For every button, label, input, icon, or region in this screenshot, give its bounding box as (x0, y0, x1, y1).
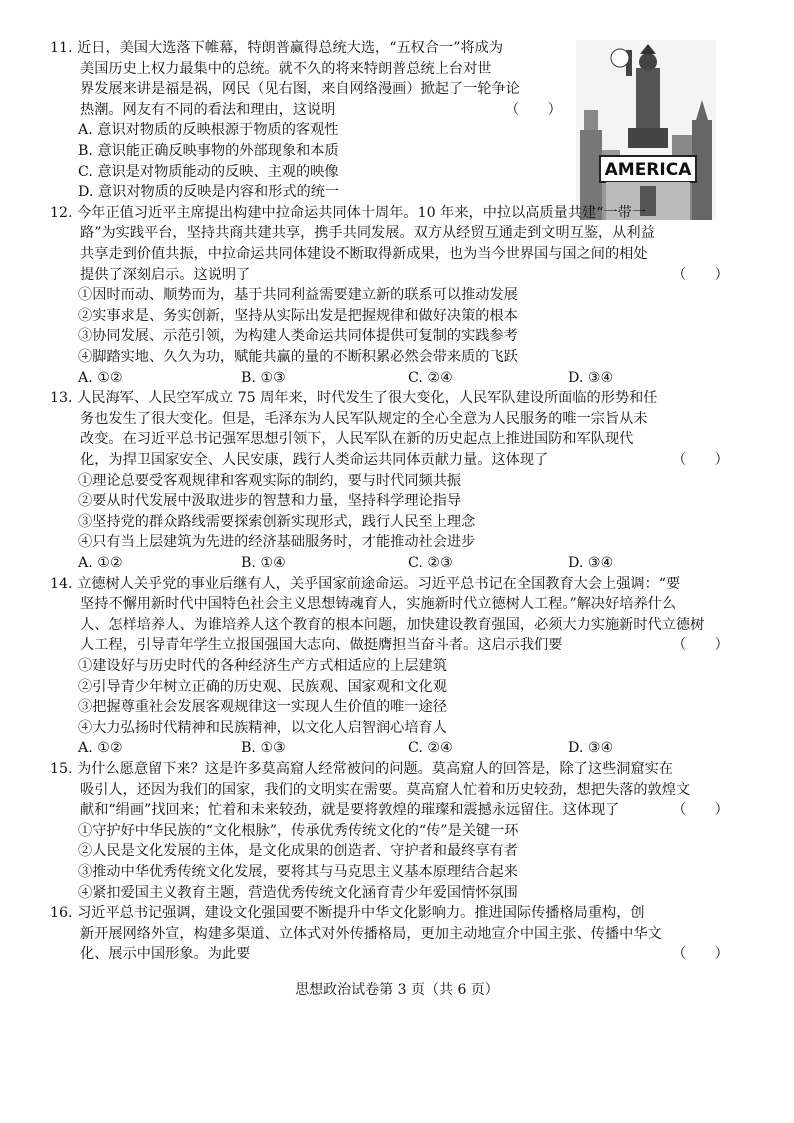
q15-line-2: 吸引人，还因为我们的国家，我们的文明实在需要。莫高窟人忙着和历史较劲，想把失落的敦煌文 (80, 781, 691, 798)
q12-statement-2: ②实事求是、务实创新，坚持从实际出发是把握规律和做好决策的根本 (78, 307, 518, 324)
cartoon-sign-text: AMERICA (604, 160, 692, 180)
q14-statement-1: ①建设好与历史时代的各种经济生产方式相适应的上层建筑 (78, 658, 447, 674)
q12-option-d: D. ③④ (568, 369, 614, 386)
political-cartoon-image (576, 40, 716, 220)
q11-option-c: C. 意识是对物质能动的反映、主观的映像 (78, 163, 339, 180)
q16-line-1: 16. 习近平总书记强调，建设文化强国要不断提升中华文化影响力。推进国际传播格局重构，创 (50, 905, 645, 922)
q11-option-d: D. 意识对物质的反映是内容和形式的统一 (78, 184, 340, 201)
q13-line-3: 改变。在习近平总书记强军思想引领下，人民军队在新的历史起点上推进国防和军队现代 (80, 431, 634, 448)
q12-line-1: 12. 今年正值习近平主席提出构建中拉命运共同体十周年。10 年来，中拉以高质量共建“一带一 (50, 204, 647, 221)
q12-statement-1: ①因时而动、顺势而为，基于共同利益需要建立新的联系可以推动发展 (78, 287, 518, 304)
q13-option-b: B. ①④ (241, 555, 286, 571)
q14-line-2: 坚持不懈用新时代中国特色社会主义思想铸魂育人，实施新时代立德树人工程。”解决好培养什么 (80, 596, 677, 613)
q15-statement-3: ③推动中华优秀传统文化发展，要将其与马克思主义基本原理结合起来 (78, 864, 518, 880)
q15-statement-4: ④紧扣爱国主义教育主题，营造优秀传统文化涵育青少年爱国情怀氛围 (78, 884, 518, 901)
q11-line-3: 界发展来讲是福是祸，网民（见右图，来自网络漫画）掀起了一轮争论 (80, 81, 520, 98)
q14-statement-3: ③把握尊重社会发展客观规律这一实现人生价值的唯一途径 (78, 699, 447, 716)
q14-line-1: 14. 立德树人关乎党的事业后继有人，关乎国家前途命运。习近平总书记在全国教育大会上强调：“要 (50, 575, 681, 592)
q15-statement-2: ②人民是文化发展的主体，是文化成果的创造者、守护者和最终享有者 (78, 843, 518, 860)
q13-answer-paren: （ ） (672, 452, 729, 468)
q16-answer-paren: （ ） (672, 946, 729, 963)
q11-line-4: 热潮。网友有不同的看法和理由，这说明 (80, 101, 336, 118)
page-footer: 思想政治试卷第 3 页（共 6 页） (295, 982, 499, 998)
q14-answer-paren: （ ） (672, 637, 729, 654)
q13-statement-2: ②要从时代发展中汲取进步的智慧和力量，坚持科学理论指导 (78, 493, 462, 510)
q14-option-a: A. ①② (78, 740, 123, 757)
q11-answer-paren: （ ） (505, 101, 562, 118)
q11-line-2: 美国历史上权力最集中的总统。就不久的将来特朗普总统上台对世 (80, 60, 492, 77)
q12-statement-4: ④脚踏实地、久久为功，赋能共赢的量的不断积累必然会带来质的飞跃 (78, 349, 518, 365)
q12-answer-paren: （ ） (672, 266, 729, 283)
q13-option-c: C. ②③ (408, 555, 453, 571)
q14-option-d: D. ③④ (568, 740, 614, 757)
q14-statement-2: ②引导青少年树立正确的历史观、民族观、国家观和文化观 (78, 678, 447, 695)
q12-line-3: 共享走到价值共振，中拉命运共同体建设不断取得新成果，也为当今世界国与国之间的相处 (80, 246, 648, 262)
q12-option-a: A. ①② (78, 369, 123, 386)
q15-answer-paren: （ ） (672, 802, 729, 819)
q13-line-1: 13. 人民海军、人民空军成立 75 周年来，时代发生了很大变化，人民军队建设所面临的形势和任 (50, 390, 658, 407)
q11-option-b: B. 意识能正确反映事物的外部现象和本质 (78, 143, 339, 159)
q12-line-4: 提供了深刻启示。这说明了 (80, 266, 251, 283)
q11-line-1: 11. 近日，美国大选落下帷幕，特朗普赢得总统大选，“五权合一”将成为 (50, 40, 504, 56)
q13-line-2: 务也发生了很大变化。但是，毛泽东为人民军队规定的全心全意为人民服务的唯一宗旨从未 (80, 410, 648, 427)
q12-option-c: C. ②④ (408, 369, 453, 386)
q12-line-2: 路”为实践平台，坚持共商共建共享，携手共同发展。双方从经贸互通走到文明互鉴，从利益 (80, 225, 655, 242)
q15-line-1: 15. 为什么愿意留下来？这是许多莫高窟人经常被问的问题。莫高窟人的回答是，除了这些洞窟实在 (50, 761, 673, 777)
q13-statement-1: ①理论总要受客观规律和客观实际的制约，要与时代同频共振 (78, 472, 462, 489)
q13-statement-4: ④只有当上层建筑为先进的经济基础服务时，才能推动社会进步 (78, 534, 476, 551)
q11-option-a: A. 意识对物质的反映根源于物质的客观性 (78, 122, 339, 139)
q12-statement-3: ③协同发展、示范引领，为构建人类命运共同体提供可复制的实践参考 (78, 328, 518, 345)
q16-line-3: 化、展示中国形象。为此要 (80, 946, 251, 963)
q14-line-3: 人、怎样培养人、为谁培养人这个教育的根本问题，加快建设教育强国，必须大力实施新时代立德树 (80, 616, 705, 633)
q15-line-3: 献和“绢画”找回来；忙着和未来较劲，就是要将敦煌的璀璨和震撼永远留住。这体现了 (80, 802, 620, 819)
q13-line-4: 化，为捍卫国家安全、人民安康，践行人类命运共同体贡献力量。这体现了 (80, 452, 549, 468)
q13-statement-3: ③坚持党的群众路线需要探索创新实现形式，践行人民至上理念 (78, 513, 476, 530)
q14-option-b: B. ①③ (241, 740, 286, 757)
q14-option-c: C. ②④ (408, 740, 453, 757)
q16-line-2: 新开展网络外宣，构建多渠道、立体式对外传播格局，更加主动地宣介中国主张、传播中华文 (80, 925, 662, 942)
q14-statement-4: ④大力弘扬时代精神和民族精神，以文化人启智润心培育人 (78, 719, 447, 736)
q13-option-a: A. ①② (78, 555, 123, 571)
q14-line-4: 人工程，引导青年学生立报国强国大志向、做挺膺担当奋斗者。这启示我们要 (80, 637, 563, 654)
q12-option-b: B. ①③ (241, 369, 286, 386)
q15-statement-1: ①守护好中华民族的“文化根脉”，传承优秀传统文化的“传”是关键一环 (78, 822, 519, 839)
q13-option-d: D. ③④ (568, 555, 614, 571)
